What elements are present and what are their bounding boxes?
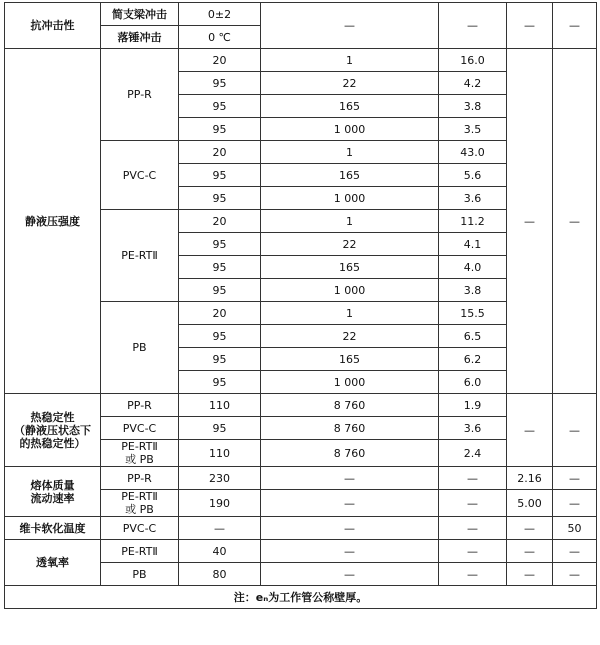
material-line: 或 PB: [125, 453, 154, 466]
thermal-temp: 110: [179, 440, 261, 467]
table-note: 注：eₙ为工作管公称壁厚。: [5, 586, 597, 609]
hydro-temp: 95: [179, 348, 261, 371]
hydro-time: 165: [261, 95, 439, 118]
melt-time: —: [261, 467, 439, 490]
material-line: 或 PB: [125, 503, 154, 516]
cat-melt-line: 流动速率: [30, 491, 75, 505]
impact-value-1: 0±2: [179, 3, 261, 26]
hydro-stress: 16.0: [439, 49, 507, 72]
cat-thermal-line: 热稳定性: [30, 410, 75, 424]
hydro-stress: 3.5: [439, 118, 507, 141]
hydro-c7: —: [553, 49, 597, 394]
hydro-time: 1 000: [261, 118, 439, 141]
hydro-time: 165: [261, 256, 439, 279]
melt-c6: 5.00: [507, 490, 553, 517]
cat-impact: 抗冲击性: [5, 3, 101, 49]
vicat-stress: —: [439, 517, 507, 540]
vicat-c6: —: [507, 517, 553, 540]
oxygen-material: PB: [101, 563, 179, 586]
oxygen-c6: —: [507, 563, 553, 586]
oxygen-stress: —: [439, 540, 507, 563]
vicat-c7: 50: [553, 517, 597, 540]
hydro-temp: 20: [179, 49, 261, 72]
thermal-time: 8 760: [261, 394, 439, 417]
cat-melt: [5, 467, 101, 517]
thermal-material: PP-R: [101, 394, 179, 417]
hydro-stress: 15.5: [439, 302, 507, 325]
hydro-time: 1: [261, 302, 439, 325]
hydro-temp: 20: [179, 141, 261, 164]
oxygen-time: —: [261, 563, 439, 586]
hydro-temp: 95: [179, 279, 261, 302]
oxygen-c7: —: [553, 540, 597, 563]
vicat-time: —: [261, 517, 439, 540]
hydro-temp: 95: [179, 371, 261, 394]
hydro-stress: 3.8: [439, 279, 507, 302]
hydro-temp: 95: [179, 256, 261, 279]
thermal-stress: 2.4: [439, 440, 507, 467]
melt-material: PP-R: [101, 467, 179, 490]
hydro-stress: 5.6: [439, 164, 507, 187]
thermal-stress: 1.9: [439, 394, 507, 417]
hydro-time: 1: [261, 210, 439, 233]
hydro-temp: 95: [179, 233, 261, 256]
hydro-material: PE-RTⅡ: [101, 210, 179, 302]
hydro-time: 1: [261, 141, 439, 164]
hydro-temp: 95: [179, 118, 261, 141]
hydro-stress: 3.6: [439, 187, 507, 210]
hydro-time: 1 000: [261, 371, 439, 394]
melt-c7: —: [553, 467, 597, 490]
cat-thermal: [5, 394, 101, 467]
impact-c7: —: [553, 3, 597, 49]
hydro-temp: 95: [179, 187, 261, 210]
thermal-time: 8 760: [261, 440, 439, 467]
cat-thermal-line: 的热稳定性）: [19, 436, 86, 450]
cat-hydro: 静液压强度: [5, 49, 101, 394]
hydro-time: 22: [261, 72, 439, 95]
hydro-stress: 6.0: [439, 371, 507, 394]
hydro-material: PB: [101, 302, 179, 394]
melt-temp: 230: [179, 467, 261, 490]
hydro-time: 1: [261, 49, 439, 72]
oxygen-temp: 80: [179, 563, 261, 586]
hydro-temp: 20: [179, 302, 261, 325]
hydro-material: PVC-C: [101, 141, 179, 210]
vicat-material: PVC-C: [101, 517, 179, 540]
melt-temp: 190: [179, 490, 261, 517]
thermal-stress: 3.6: [439, 417, 507, 440]
oxygen-c7: —: [553, 563, 597, 586]
hydro-stress: 4.2: [439, 72, 507, 95]
hydro-stress: 3.8: [439, 95, 507, 118]
hydro-material: PP-R: [101, 49, 179, 141]
oxygen-material: PE-RTⅡ: [101, 540, 179, 563]
cat-vicat: 维卡软化温度: [5, 517, 101, 540]
impact-test-1: 简支梁冲击: [101, 3, 179, 26]
hydro-stress: 6.5: [439, 325, 507, 348]
hydro-temp: 95: [179, 95, 261, 118]
melt-time: —: [261, 490, 439, 517]
melt-stress: —: [439, 490, 507, 517]
hydro-time: 22: [261, 233, 439, 256]
cat-thermal-line: （静液压状态下: [14, 423, 91, 437]
hydro-stress: 6.2: [439, 348, 507, 371]
cat-oxygen: 透氧率: [5, 540, 101, 586]
thermal-c7: —: [553, 394, 597, 467]
hydro-temp: 95: [179, 72, 261, 95]
material-line: PE-RTⅡ: [121, 490, 158, 503]
hydro-time: 165: [261, 164, 439, 187]
vicat-temp: —: [179, 517, 261, 540]
melt-c6: 2.16: [507, 467, 553, 490]
oxygen-stress: —: [439, 563, 507, 586]
hydro-temp: 95: [179, 325, 261, 348]
hydro-time: 1 000: [261, 187, 439, 210]
oxygen-time: —: [261, 540, 439, 563]
hydro-stress: 43.0: [439, 141, 507, 164]
impact-c6: —: [507, 3, 553, 49]
oxygen-temp: 40: [179, 540, 261, 563]
thermal-temp: 110: [179, 394, 261, 417]
thermal-time: 8 760: [261, 417, 439, 440]
hydro-time: 22: [261, 325, 439, 348]
hydro-stress: 4.1: [439, 233, 507, 256]
thermal-c6: —: [507, 394, 553, 467]
impact-test-2: 落锤冲击: [101, 26, 179, 49]
material-line: PE-RTⅡ: [121, 440, 158, 453]
impact-c4: —: [261, 3, 439, 49]
hydro-c6: —: [507, 49, 553, 394]
impact-value-2: 0 ℃: [179, 26, 261, 49]
hydro-temp: 95: [179, 164, 261, 187]
thermal-material: [101, 440, 179, 467]
hydro-stress: 4.0: [439, 256, 507, 279]
thermal-temp: 95: [179, 417, 261, 440]
oxygen-c6: —: [507, 540, 553, 563]
hydro-time: 165: [261, 348, 439, 371]
melt-material: [101, 490, 179, 517]
cat-melt-line: 熔体质量: [30, 478, 75, 492]
impact-c5: —: [439, 3, 507, 49]
thermal-material: PVC-C: [101, 417, 179, 440]
melt-stress: —: [439, 467, 507, 490]
spec-table: [4, 2, 597, 609]
melt-c7: —: [553, 490, 597, 517]
hydro-temp: 20: [179, 210, 261, 233]
hydro-time: 1 000: [261, 279, 439, 302]
hydro-stress: 11.2: [439, 210, 507, 233]
